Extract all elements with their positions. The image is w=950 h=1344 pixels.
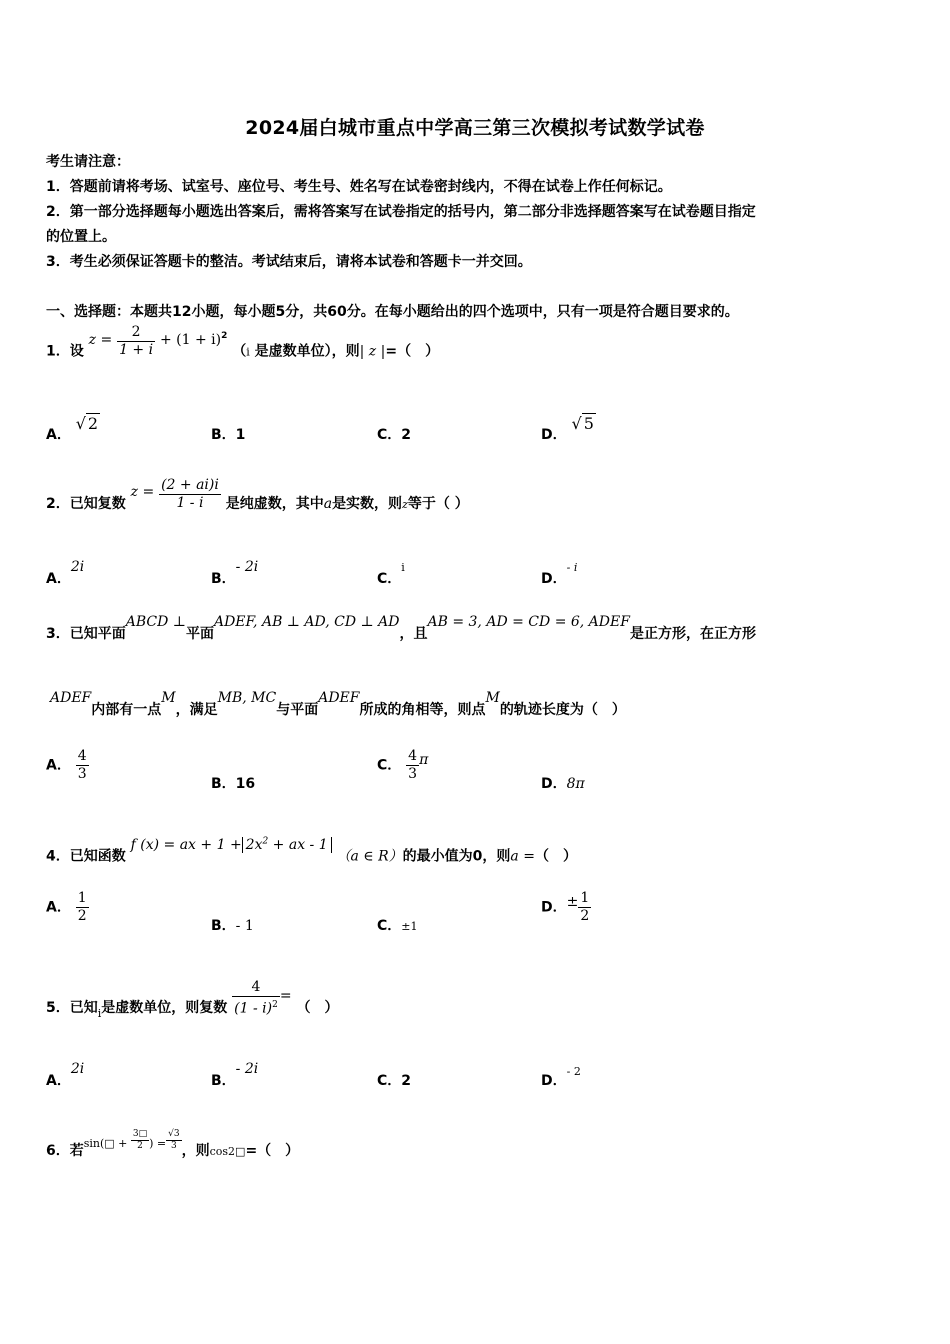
q4-expr: f (x) = ax + 1 +	[130, 836, 242, 853]
q2-frac-den: 1 - i	[159, 494, 221, 512]
q3-option-b[interactable]: B．16	[211, 776, 256, 792]
q5-option-d[interactable]: D．- 2	[541, 1065, 581, 1089]
q1-exp: 2	[221, 331, 228, 341]
q1-frac-den: 1 + i	[119, 342, 154, 359]
q4-option-c[interactable]: C．±1	[377, 918, 418, 934]
q5-fraction	[232, 979, 280, 1018]
q1-frac-num: 2	[131, 324, 141, 341]
q3-text-5: ，满足	[175, 702, 218, 718]
q4-abs: $2x^2$ + ax - 1	[242, 837, 332, 853]
sqrt-symbol: √ 2	[75, 414, 99, 433]
question-6	[46, 1128, 906, 1162]
q6-fraction: $\frac{3□}{2}$	[132, 1128, 148, 1151]
q3-text-2: ，且	[399, 626, 428, 642]
notice-item-3: 3．考生必须保证答题卡的整洁。考试结束后，请将本试卷和答题卡一并交回。	[46, 254, 532, 270]
q3-expr-4: ADEF	[50, 690, 92, 706]
q1-i: i	[246, 345, 250, 359]
q3-option-d[interactable]: D．8π	[541, 776, 585, 792]
q6-cos: cos2□	[209, 1145, 246, 1158]
q3-number: 3．已知平面	[46, 626, 126, 642]
q4-cond: （a ∈ R）	[336, 848, 403, 865]
q3-option-c[interactable]: C． $\frac{4}{3}$ π	[377, 748, 429, 782]
q2-text3: 等于（ ）	[407, 496, 469, 512]
q2-fraction	[159, 477, 221, 512]
q3-text-7: 所成的角相等，则点	[359, 702, 486, 718]
page-title: 2024届白城市重点中学高三第三次模拟考试数学试卷	[245, 117, 705, 139]
q1-fraction	[117, 324, 155, 359]
q2-option-c[interactable]: C．i	[377, 561, 405, 587]
q1-number: 1．设	[46, 343, 84, 360]
q3-option-a[interactable]: A． $\frac{4}{3}$	[46, 748, 87, 782]
q5-option-a[interactable]: A．2i	[46, 1061, 85, 1089]
q6-rhs-fraction: $\frac{√3}{3}$	[168, 1128, 180, 1151]
q4-option-b[interactable]: B．- 1	[211, 918, 254, 934]
q6-text2: =（ ）	[245, 1143, 300, 1159]
q3-expr-2: ADEF, AB ⊥ AD, CD ⊥ AD	[213, 614, 400, 630]
q3-text-1: 平面	[185, 626, 214, 642]
q3-text-3: 是正方形，在正方形	[629, 626, 756, 642]
q1-option-d[interactable]: D． √ 5	[541, 414, 594, 443]
q4-number: 4．已知函数	[46, 848, 126, 865]
q2-text1: 是纯虚数，其中	[225, 496, 324, 512]
q1-paren: （	[232, 343, 247, 360]
q1-z-eq: z =	[88, 331, 113, 348]
q2-frac-num: (2 + ai)i	[161, 476, 219, 493]
question-3-line-2	[50, 690, 910, 720]
q1-option-b[interactable]: B．1	[211, 427, 246, 443]
notice-item-2: 2．第一部分选择题每小题选出答案后，需将答案写在试卷指定的括号内，第二部分非选择题答案写在试卷题目指定	[46, 204, 756, 220]
q5-eq: =	[279, 988, 292, 1004]
notice-heading: 考生请注意：	[46, 154, 130, 170]
q2-text2: 是实数，则	[332, 496, 403, 512]
notice-item-2-cont: 的位置上。	[46, 229, 116, 245]
q2-a: a	[323, 496, 333, 512]
q6-number: 6．若	[46, 1143, 84, 1159]
notice-item-1: 1．答题前请将考场、试室号、座位号、考生号、姓名写在试卷密封线内，不得在试卷上作任何标记。	[46, 179, 672, 195]
q4-text2: （ ）	[534, 848, 577, 865]
q5-i: i	[97, 1007, 102, 1020]
q4-option-d[interactable]: D．± $\frac{1}{2}$	[541, 890, 590, 924]
q1-text1: 是虚数单位），则	[254, 343, 360, 360]
q1-option-c[interactable]: C．2	[377, 427, 412, 443]
q2-option-a[interactable]: A．2i	[46, 559, 85, 587]
question-1	[46, 324, 906, 363]
question-3-line-1	[46, 614, 906, 644]
question-5	[46, 978, 906, 1020]
q2-z-eq: z =	[130, 484, 155, 500]
question-2	[46, 476, 906, 515]
q5-frac-den: (1 - i)$^2$	[232, 996, 280, 1018]
q4-option-a[interactable]: A． $\frac{1}{2}$	[46, 890, 87, 924]
q5-option-b[interactable]: B．- 2i	[211, 1061, 259, 1089]
section-heading: 一、选择题：本题共12小题，每小题5分，共60分。在每小题给出的四个选项中，只有一项是符合题目要求的。	[46, 304, 739, 320]
question-4	[46, 836, 906, 867]
q3-expr-5: M	[161, 690, 176, 706]
q2-z: z	[402, 498, 408, 511]
q3-text-8: 的轨迹长度为（ ）	[499, 702, 626, 718]
q2-option-b[interactable]: B．- 2i	[211, 559, 259, 587]
q5-text1: 是虚数单位，则复数	[101, 1000, 228, 1016]
q4-text1: 的最小值为0，则	[402, 848, 511, 865]
q5-text2: （ ）	[296, 1000, 339, 1016]
q3-expr-1: ABCD ⊥	[125, 614, 186, 630]
q5-frac-num: 4	[251, 978, 261, 995]
q3-expr-6: MB, MC	[217, 690, 277, 706]
q3-expr-8: M	[485, 690, 500, 706]
q3-text-4: 内部有一点	[91, 702, 162, 718]
sqrt-symbol: √ 5	[571, 414, 594, 433]
q6-text1: ，则	[181, 1143, 210, 1159]
q5-number: 5．已知	[46, 1000, 98, 1016]
q2-number: 2．已知复数	[46, 496, 126, 512]
q1-option-a[interactable]: A． √ 2	[46, 414, 99, 443]
q1-abs: | z |	[359, 343, 386, 360]
q3-expr-7: ADEF	[318, 690, 360, 706]
q3-text-6: 与平面	[276, 702, 319, 718]
q1-text2: =（ ）	[385, 343, 440, 360]
q5-option-c[interactable]: C．2	[377, 1073, 412, 1089]
q1-tail: + (1 + i)	[159, 331, 222, 348]
q2-option-d[interactable]: D．- i	[541, 561, 578, 587]
q3-expr-3: AB = 3, AD = CD = 6, ADEF	[427, 614, 630, 630]
q4-a-eq: a =	[510, 848, 535, 865]
q6-expr: sin(□ +	[83, 1137, 131, 1150]
q6-expr-close: ) =	[149, 1137, 167, 1150]
